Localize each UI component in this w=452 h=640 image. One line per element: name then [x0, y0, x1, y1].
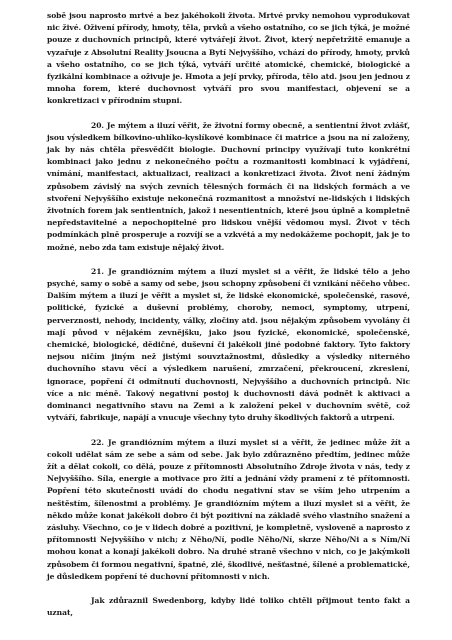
paragraph-continued: sobě jsou naprosto mrtvé a bez jakéhokoli života. Mrtvé prvky nemohou vyprodukovat nic živé. Oživení přírody, hmoty, těla, prvků a všeho ostatního, co se jich týká, je možné pouze z duchovních principů, které vytvářejí život. Život, který nepřetržitě emanuje a vyzařuje z Absolutní Reality Jsoucna a Bytí Nejvyššího, vchází do přírody, hmoty, prvků a všeho ostatního, co se jich týká, vytváří určité atomické, chemické, biologické a fyzikální kombinace a oživuje je. Hmota a její prvky, příroda, tělo atd. jsou jen jednou z mnoha forem, které duchovnost vytváří pro svou manifestaci, objevení se a konkretizaci v přírodním stupni. — [47, 11, 410, 106]
paragraph-22: 22. Je grandiózním mýtem a iluzí myslet si a věřit, že jedinec může žít a cokoli udělat sám ze sebe a sám od sebe. Jak bylo zdůrazněno předtím, jedinec může žít a dělat cokoli, co dělá, pouze z přítomnosti Absolutního Zdroje života v nás, tedy z Nejvyššího. Síla, energie a motivace pro žití a jednání vždy pramení z té přítomnosti. Popření této skutečnosti uvádí do chodu negativní stav se vším jeho utrpením a neštěstím, šílenostmi a problémy. Je grandiózním mýtem a iluzí myslet si a věřit, že někdo může konat jakékoli dobro či být pozitivní na základě svého vlastního snažení a zásluhy. Všechno, co je v lidech dobré a pozitivní, je kompletně, vysloveně a naprosto z přítomnosti Nejvyššího v nich; z Něho/Ní, podle Něho/Ní, skrze Něho/Ni a s Ním/Ní mohou konat a konají jakékoli dobro. Na druhé straně všechno v nich, co je jakýmkoli způsobem či formou negativní, špatné, zlé, škodlivé, nešťastné, šílené a problematické, je důsledkem popření té duchovní přítomnosti v nich. — [47, 437, 410, 581]
paragraph-gap — [47, 583, 410, 595]
paragraph-20: 20. Je mýtem a iluzí věřit, že životní formy obecně, a sentientní život zvlášť, jsou výsledkem bílkovino-uhlíko-kyslíkové kombinace či matrice a jsou na ní založeny, jak by nás chtěla přesvědčit biologie. Duchovní principy využívají tuto konkrétní kombinaci jako jednu z nekonečného počtu a rozmanitosti kombinací k vyjádření, vnímání, manifestaci, aktualizaci, realizaci a konkretizaci života. Život není žádným způsobem závislý na svých zevních tělesných formách či na lidských formách a ve stvoření Nejvyššího existuje nekonečná rozmanitost a množství ne-lidských i lidských životních forem jak sentientních, jakož i nesentientních, které jsou úplně a kompletně nepředstavitelné a nepochopitelné pro lidskou vnější vědomou mysl. Život v těch podmínkách plně prosperuje a rozvíjí se a vzkvétá a my nedokážeme pochopit, jak je to možné, nebo zda tam existuje nějaký život. — [47, 120, 410, 252]
paragraph-gap — [47, 108, 410, 120]
paragraph-swedenborg: Jak zdůraznil Swedenborg, kdyby lidé toliko chtěli přijmout tento fakt a uznat, — [47, 595, 410, 618]
paragraph-gap — [47, 254, 410, 266]
paragraph-gap — [47, 425, 410, 437]
paragraph-21: 21. Je grandiózním mýtem a iluzí myslet si a věřit, že lidské tělo a jeho psyché, samy o sobě a samy od sebe, jsou schopny způsobení či vznikání něčeho vůbec. Dalším mýtem a iluzí je věřit a myslet si, že lidské ekonomické, společenské, rasové, politické, fyzické a duševní problémy, choroby, nemoci, symptomy, utrpení, perverznosti, nehody, incidenty, války, zločiny atd. jsou nějakým způsobem vyvolány či mají původ v nějakém zevnějšku, jako jsou fyzické, ekonomické, společenské, chemické, biologické, dědičné, duševní či jakékoli jiné podobné faktory. Tyto faktory nejsou ničím jiným než jistými souvztažnostmi, důsledky a výsledky niterného duchovního stavu věcí a výsledkem narušení, zmrzačení, překroucení, zkreslení, ignorace, popření či odmítnutí duchovnosti, Nejvyššího a duchovních principů. Nic více a nic méně. Takový negativní postoj k duchovnosti dává podnět k aktivaci a dominanci negativního stavu na Zemi a k založení pekel v duchovním světě, což vytváří, fabrikuje, napájí a vnucuje všechny tyto druhy škodlivých faktorů a utrpení. — [47, 266, 410, 423]
